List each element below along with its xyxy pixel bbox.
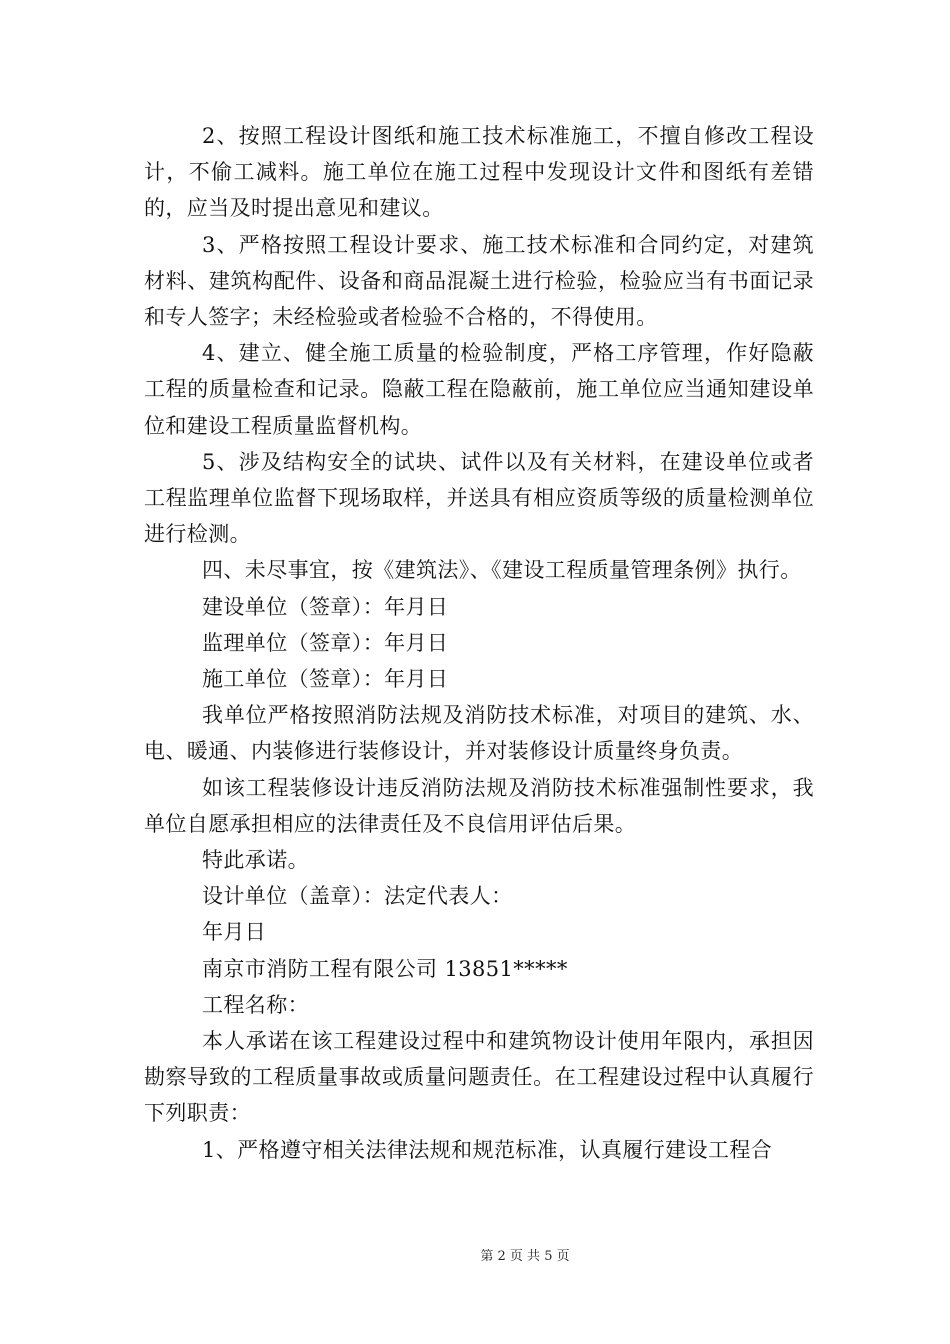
paragraph-survey-commitment: 本人承诺在该工程建设过程中和建筑物设计使用年限内，承担因勘察导致的工程质量事故或质量问题责任。在工程建设过程中认真履行下列职责：	[144, 1029, 814, 1126]
paragraph-duty-1: 1、严格遵守相关法律法规和规范标准，认真履行建设工程合	[202, 1137, 773, 1162]
paragraph-item-4: 4、建立、健全施工质量的检验制度，严格工序管理，作好隐蔽工程的质量检查和记录。隐蔽工程在隐蔽前，施工单位应当通知建设单位和建设工程质量监督机构。	[144, 341, 814, 438]
paragraph-item-5: 5、涉及结构安全的试块、试件以及有关材料，在建设单位或者工程监理单位监督下现场取样，并送具有相应资质等级的质量检测单位进行检测。	[144, 449, 814, 547]
document-body	[144, 118, 814, 1168]
company-name-line: 南京市消防工程有限公司 13851*****	[202, 956, 568, 981]
signature-line-supervision-unit: 监理单位（签章）：年月日	[202, 630, 449, 655]
page-number: 第 2 页 共 5 页	[480, 1249, 570, 1264]
signature-line-construction-unit: 建设单位（签章）：年月日	[202, 594, 449, 619]
paragraph-item-2: 2、按照工程设计图纸和施工技术标准施工，不擅自修改工程设计，不偷工减料。施工单位在施工过程中发现设计文件和图纸有差错的，应当及时提出意见和建议。	[144, 124, 814, 221]
paragraph-fire-design-commitment: 我单位严格按照消防法规及消防技术标准，对项目的建筑、水、电、暖通、内装修进行装修设计，并对装修设计质量终身负责。	[144, 703, 814, 764]
paragraph-liability-commitment: 如该工程装修设计违反消防法规及消防技术标准强制性要求，我单位自愿承担相应的法律责任及不良信用评估后果。	[144, 775, 814, 836]
project-name-line: 工程名称：	[202, 992, 309, 1017]
signature-line-builder-unit: 施工单位（签章）：年月日	[202, 667, 449, 692]
paragraph-item-3: 3、严格按照工程设计要求、施工技术标准和合同约定，对建筑材料、建筑构配件、设备和商品混凝土进行检验，检验应当有书面记录和专人签字；未经检验或者检验不合格的，不得使用。	[144, 232, 814, 330]
paragraph-clause-four: 四、未尽事宜，按《建筑法》、《建设工程质量管理条例》执行。	[202, 558, 802, 583]
signature-line-design-unit: 设计单位（盖章）：法定代表人：	[202, 884, 513, 909]
date-line: 年月日	[202, 920, 267, 945]
page-footer	[0, 1248, 950, 1266]
paragraph-hereby-commit: 特此承诺。	[202, 848, 309, 873]
